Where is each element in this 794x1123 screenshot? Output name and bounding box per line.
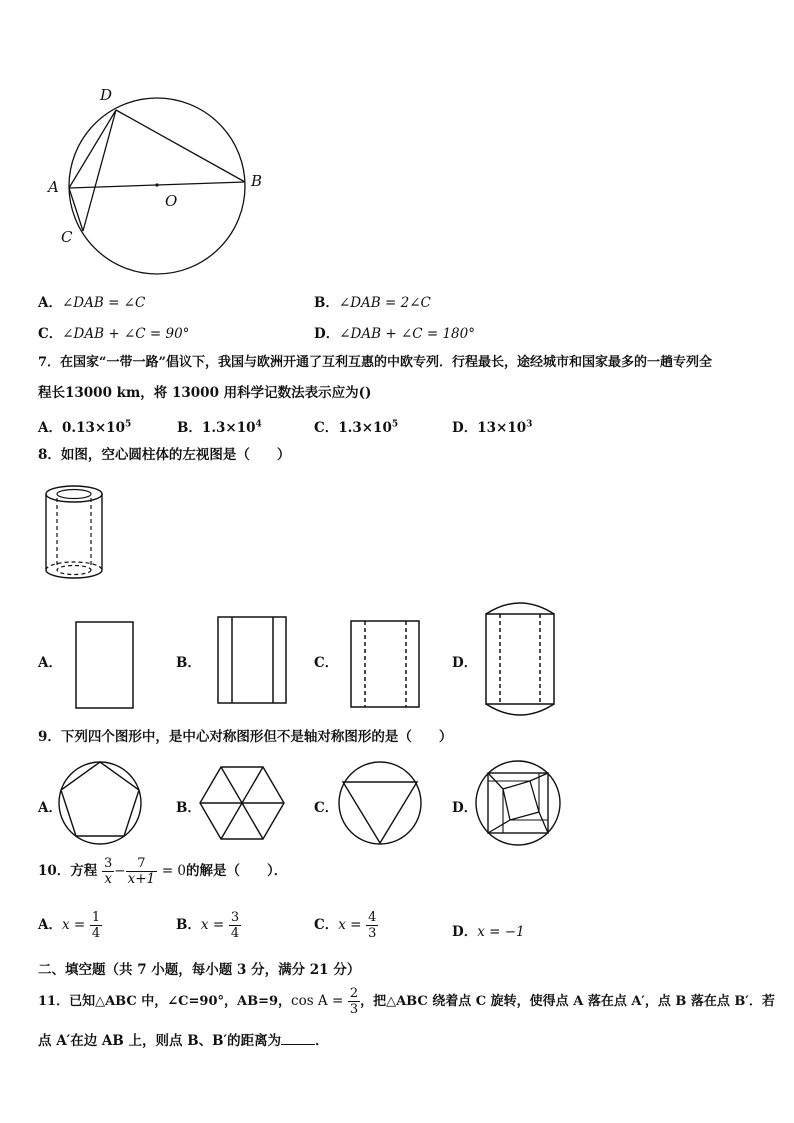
q11-stem-line1: 11．已知△ABC 中，∠C=90°，AB=9，cos A = $\frac{2}{3}$ ，把△ABC 绕着点 C 旋转，使得点 A 落在点 A′，点 B 落在点 B′．若 xyxy=(38,986,775,1017)
q9-option-b[interactable]: B． xyxy=(176,800,201,816)
q7-option-c[interactable]: C．$1.3\times 10^5$ xyxy=(314,419,399,436)
q6-option-c[interactable]: C．∠DAB + ∠C = 90° xyxy=(38,326,190,342)
q6-option-d[interactable]: D．∠DAB + ∠C = 180° xyxy=(314,326,475,342)
q10-option-a[interactable]: A．x = $\frac{1}{4}$ xyxy=(38,910,101,941)
q11-stem-line2: 点 A′在边 AB 上，则点 B、B′的距离为 ． xyxy=(38,1030,329,1050)
q6-option-b[interactable]: B．∠DAB = 2∠C xyxy=(314,295,431,311)
q8-stem: 8．如图，空心圆柱体的左视图是（ ） xyxy=(38,447,291,463)
q7-option-a[interactable]: A．$0.13\times 10^5$ xyxy=(38,419,132,436)
q10-option-b[interactable]: B．x = $\frac{3}{4}$ xyxy=(176,910,240,941)
label-d: D xyxy=(100,86,113,104)
q8-option-a[interactable]: A． xyxy=(38,655,62,671)
q10-option-d[interactable]: D．x = −1 xyxy=(452,924,525,940)
q8-option-c[interactable]: C． xyxy=(314,655,339,671)
label-b: B xyxy=(251,172,263,190)
q6-option-a[interactable]: A．∠DAB = ∠C xyxy=(38,295,146,311)
q10-fraction-1: $\frac{3}{x}$ xyxy=(104,856,113,887)
q9-option-d[interactable]: D． xyxy=(452,800,478,816)
section-2-title: 二、填空题（共 7 小题，每小题 3 分，满分 21 分） xyxy=(38,962,361,978)
q7-stem-line2: 程长13000 km，将 13000 用科学记数法表示应为() xyxy=(38,385,372,401)
q7-stem-line1: 7．在国家“一带一路”倡议下，我国与欧洲开通了互利互惠的中欧专列．行程最长，途经城市和国家最多的一趟专列全 xyxy=(38,355,713,370)
q9-stem: 9．下列四个图形中，是中心对称图形但不是轴对称图形的是（ ） xyxy=(38,729,453,745)
q9-option-a[interactable]: A． xyxy=(38,800,62,816)
q10-option-c[interactable]: C．x = $\frac{4}{3}$ xyxy=(314,910,377,941)
q10-stem: 10．方程 $\frac{3}{x}$ − $\frac{7}{x+1}$ = 0的解是（ ）． xyxy=(38,856,288,887)
q7-option-b[interactable]: B．$1.3\times 10^4$ xyxy=(177,419,262,436)
q11-fraction: $\frac{2}{3}$ xyxy=(349,986,359,1017)
label-a: A xyxy=(48,178,59,196)
q7-option-d[interactable]: D．$13\times 10^3$ xyxy=(452,419,533,436)
q9-option-c[interactable]: C． xyxy=(314,800,339,816)
q8-option-b[interactable]: B． xyxy=(176,655,201,671)
q10-fraction-2: $\frac{7}{x+1}$ xyxy=(127,856,156,887)
answer-blank[interactable] xyxy=(281,1030,315,1045)
label-c: C xyxy=(61,228,73,246)
label-o: O xyxy=(165,192,178,210)
q8-option-d[interactable]: D． xyxy=(452,655,478,671)
